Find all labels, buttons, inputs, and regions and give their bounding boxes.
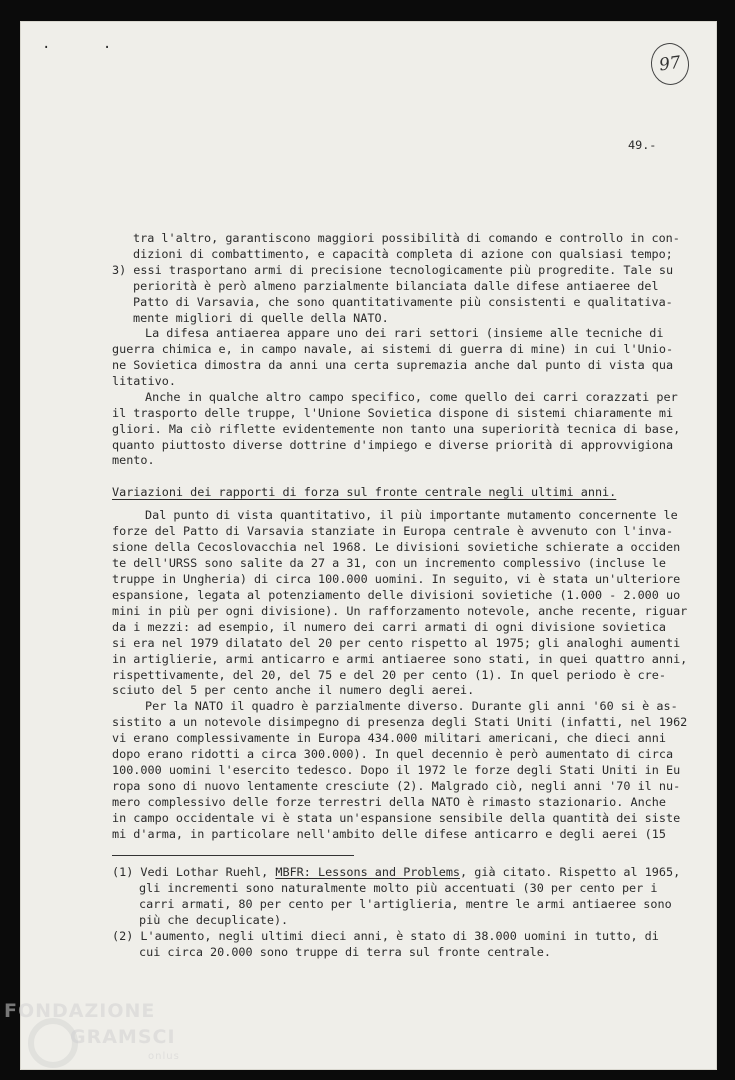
text-line: in campo occidentale vi è stata un'espansione sensibile della quantità dei siste xyxy=(112,811,681,825)
watermark-line1: FONDAZIONE xyxy=(4,1000,156,1022)
footnote-1-prefix: (1) Vedi Lothar Ruehl, xyxy=(112,865,276,879)
text-line: gliori. Ma ciò riflette evidentemente non tanto una superiorità tecnica di base, xyxy=(112,422,681,436)
text-line: mini in più per ogni divisione). Un rafforzamento notevole, anche recente, riguar xyxy=(112,604,688,618)
text-line: periorità è però almeno parzialmente bilanciata dalle difese antiaeree del xyxy=(133,279,659,293)
text-line: il trasporto delle truppe, l'Unione Sovietica dispone di sistemi chiaramente mi xyxy=(112,406,674,420)
page-number: 49.- xyxy=(628,138,657,152)
watermark-logo xyxy=(0,996,185,1080)
text-line: litativo. xyxy=(112,374,176,388)
footnote-1 xyxy=(112,864,680,880)
margin-dots: . . xyxy=(42,36,134,52)
text-line: Per la NATO il quadro è parzialmente diverso. Durante gli anni '60 si è as- xyxy=(145,699,678,713)
text-line: La difesa antiaerea appare uno dei rari settori (insieme alle tecniche di xyxy=(145,326,664,340)
text-line: sione della Cecoslovacchia nel 1968. Le divisioni sovietiche schierate a occiden xyxy=(112,540,681,554)
watermark-line2: GRAMSCI xyxy=(70,1026,176,1048)
footnote-2: (2) L'aumento, negli ultimi dieci anni, è stato di 38.000 uomini in tutto, di xyxy=(112,929,659,943)
footnote-1-suffix: , già citato. Rispetto al 1965, xyxy=(460,865,681,879)
text-line: da i mezzi: ad esempio, il numero dei carri armati di ogni divisione sovietica xyxy=(112,620,666,634)
section-heading: Variazioni dei rapporti di forza sul fronte centrale negli ultimi anni. xyxy=(112,485,617,499)
text-line: Anche in qualche altro campo specifico, come quello dei carri corazzati per xyxy=(145,390,678,404)
text-line: rispettivamente, del 20, del 75 e del 20 per cento (1). In quel periodo è cre- xyxy=(112,668,666,682)
page-stamp: 97 xyxy=(648,41,691,88)
text-line: mente migliori di quelle della NATO. xyxy=(133,311,389,325)
text-line: te dell'URSS sono salite da 27 a 31, con un incremento complessivo (incluse le xyxy=(112,556,666,570)
text-line: dopo erano ridotti a circa 300.000). In quel decennio è però aumentato di circa xyxy=(112,747,674,761)
text-line: si era nel 1979 dilatato del 20 per cento rispetto al 1975; gli analoghi aumenti xyxy=(112,636,681,650)
text-line: ne Sovietica dimostra da anni una certa supremazia anche dal punto di vista qua xyxy=(112,358,674,372)
text-line: in artiglierie, armi anticarro e armi antiaeree sono stati, in quei quattro anni, xyxy=(112,652,688,666)
text-line: vi erano complessivamente in Europa 434.000 militari americani, che dieci anni xyxy=(112,731,666,745)
text-line: quanto piuttosto diverse dottrine d'impiego e diverse priorità di approvvigiona xyxy=(112,438,674,452)
text-line: sciuto del 5 per cento anche il numero degli aerei. xyxy=(112,683,475,697)
text-line: mento. xyxy=(112,453,155,467)
footnote-line: cui circa 20.000 sono truppe di terra sul fronte centrale. xyxy=(139,945,551,959)
text-line: mero complessivo delle forze terrestri della NATO è rimasto stazionario. Anche xyxy=(112,795,666,809)
text-line: Patto di Varsavia, che sono quantitativamente più consistenti e qualitativa- xyxy=(133,295,673,309)
footnote-line: carri armati, 80 per cento per l'artiglieria, mentre le armi antiaeree sono xyxy=(139,897,672,911)
text-line: forze del Patto di Varsavia stanziate in Europa centrale è avvenuto con l'inva- xyxy=(112,524,674,538)
text-line: guerra chimica e, in campo navale, ai sistemi di guerra di mine) in cui l'Unio- xyxy=(112,342,674,356)
text-line: dizioni di combattimento, e capacità completa di azione con qualsiasi tempo; xyxy=(133,247,673,261)
footnote-line: più che decuplicate). xyxy=(139,913,289,927)
text-line: 100.000 uomini l'esercito tedesco. Dopo il 1972 le forze degli Stati Uniti in Eu xyxy=(112,763,681,777)
footnote-1-title: MBFR: Lessons and Problems xyxy=(275,865,461,879)
footnote-line: gli incrementi sono naturalmente molto più accentuati (30 per cento per i xyxy=(139,881,658,895)
footnote-separator xyxy=(112,855,354,856)
text-line: tra l'altro, garantiscono maggiori possibilità di comando e controllo in con- xyxy=(133,231,680,245)
text-line: ropa sono di nuovo lentamente cresciute (2). Malgrado ciò, negli anni '70 il nu- xyxy=(112,779,681,793)
text-line: mi d'arma, in particolare nell'ambito delle difese anticarro e degli aerei (15 xyxy=(112,827,666,841)
text-line: 3) essi trasportano armi di precisione tecnologicamente più progredite. Tale su xyxy=(112,263,674,277)
watermark-line3: onlus xyxy=(148,1051,180,1062)
text-line: Dal punto di vista quantitativo, il più importante mutamento concernente le xyxy=(145,508,678,522)
text-line: truppe in Ungheria) di circa 100.000 uomini. In seguito, vi è stata un'ulteriore xyxy=(112,572,681,586)
text-line: espansione, legata al potenziamento delle divisioni sovietiche (1.000 - 2.000 uo xyxy=(112,588,681,602)
text-line: sistito a un notevole disimpegno di presenza degli Stati Uniti (infatti, nel 1962 xyxy=(112,715,688,729)
